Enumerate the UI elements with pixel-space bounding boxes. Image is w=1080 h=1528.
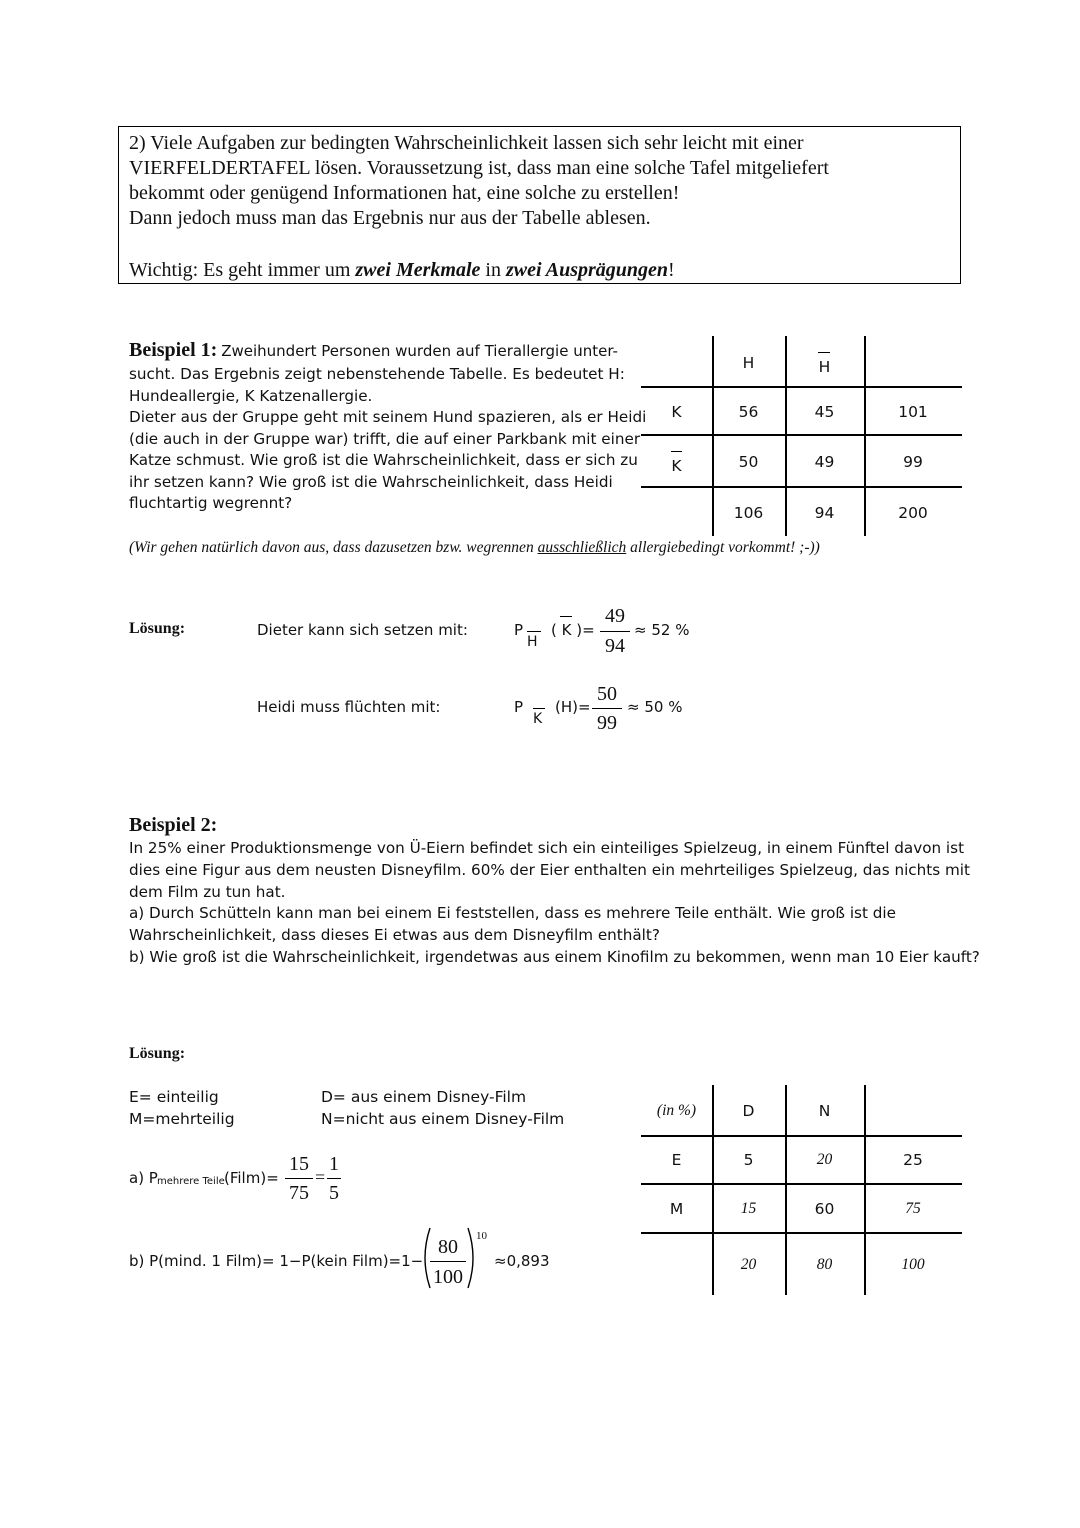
definitions-right bbox=[321, 1086, 564, 1130]
example1-line-7: ihr setzen kann? Wie groß ist die Wahrscheinlichkeit, dass Heidi bbox=[129, 472, 613, 491]
t1-row2-c3: 99 bbox=[903, 453, 923, 471]
t1-row2-label: K bbox=[671, 457, 682, 475]
t1-header-h: H bbox=[742, 354, 755, 372]
example1-line-5: (die auch in der Gruppe war) trifft, die auf einer Parkbank mit einer bbox=[129, 429, 641, 448]
t1-row2-c2: 49 bbox=[814, 453, 835, 471]
f2-num: 50 bbox=[597, 683, 617, 705]
def-d: D= aus einem Disney-Film bbox=[321, 1088, 527, 1106]
note-c: allergiebedingt vorkommt! ;-)) bbox=[626, 539, 820, 556]
t1-row1-c3: 101 bbox=[898, 403, 928, 421]
dieter-text: Dieter kann sich setzen mit: bbox=[257, 621, 468, 639]
fb-den: 100 bbox=[433, 1266, 463, 1288]
fb-minus2: − bbox=[410, 1252, 424, 1270]
t2-row2-c1: 15 bbox=[740, 1200, 757, 1217]
t2-row2-label: M bbox=[669, 1200, 684, 1218]
f2-approx: ≈ 50 % bbox=[627, 698, 683, 716]
example1-heading: Beispiel 1: bbox=[129, 339, 218, 361]
t2-row3-c2: 80 bbox=[816, 1256, 833, 1273]
t1-row1-label: K bbox=[671, 403, 682, 421]
fa-den1: 75 bbox=[289, 1182, 309, 1204]
example2-line-2: dies eine Figur aus dem neusten Disneyfilm. 60% der Eier enthalten ein mehrteiliges Spielzeug, das nichts mit bbox=[129, 860, 970, 879]
note-b: ausschließlich bbox=[537, 539, 627, 556]
fa-sub: mehrere Teile bbox=[157, 1176, 225, 1187]
fb-minus1: − bbox=[288, 1252, 302, 1270]
example2-line-4: a) Durch Schütteln kann man bei einem Ei feststellen, dass es mehrere Teile enthält. Wie groß ist die bbox=[129, 904, 896, 923]
fa-fracbar1 bbox=[285, 1178, 313, 1179]
definitions-left bbox=[129, 1086, 235, 1130]
example1-line-6: Katze schmust. Wie groß ist die Wahrscheinlichkeit, dass er sich zu bbox=[129, 451, 638, 469]
t2-header-n: N bbox=[818, 1102, 831, 1120]
t2-header-d: D bbox=[742, 1102, 755, 1120]
f1-den: 94 bbox=[605, 635, 625, 657]
fa-fracbar2 bbox=[327, 1178, 341, 1179]
def-m: M=mehrteilig bbox=[129, 1110, 235, 1128]
t2-corner: (in %) bbox=[656, 1102, 697, 1119]
example1-body bbox=[129, 364, 646, 515]
f1-approx: ≈ 52 % bbox=[634, 621, 690, 639]
example2-body bbox=[129, 838, 980, 969]
fa-den2: 5 bbox=[329, 1182, 339, 1204]
fb-result: ≈0,893 bbox=[494, 1252, 550, 1270]
intro-line-4: Dann jedoch muss man das Ergebnis nur aus der Tabelle ablesen. bbox=[129, 207, 651, 229]
t1-row3-c3: 200 bbox=[898, 504, 928, 522]
intro-line-3: bekommt oder genügend Informationen hat, eine solche zu erstellen! bbox=[129, 182, 680, 204]
intro-line-2: VIERFELDERTAFEL lösen. Voraussetzung ist, dass man eine solche Tafel mitgeliefert bbox=[129, 157, 829, 179]
note-a: (Wir gehen natürlich davon aus, dass dazusetzen bzw. wegrennen bbox=[129, 539, 538, 556]
t1-row2-c1: 50 bbox=[738, 453, 759, 471]
heidi-text: Heidi muss flüchten mit: bbox=[257, 698, 441, 716]
example1-note bbox=[129, 539, 820, 557]
f1-fracbar bbox=[600, 631, 630, 632]
t2-row1-c3: 25 bbox=[903, 1151, 923, 1169]
fa-eq: = bbox=[315, 1167, 326, 1187]
f1-arg: ( K )= bbox=[551, 621, 595, 639]
example2-line-3: dem Film zu tun hat. bbox=[129, 882, 286, 901]
fb-fracbar bbox=[430, 1261, 466, 1262]
def-n: N=nicht aus einem Disney-Film bbox=[321, 1110, 565, 1128]
f1-sub-overbar bbox=[527, 631, 541, 632]
f1-p: P bbox=[514, 621, 524, 639]
fb-num: 80 bbox=[438, 1236, 458, 1258]
example1-line-4: Dieter aus der Gruppe geht mit seinem Hund spazieren, als er Heidi bbox=[129, 408, 647, 426]
important-text-b: zwei Merkmale bbox=[355, 259, 481, 281]
t1-row1-c1: 56 bbox=[738, 403, 759, 421]
important-text-c: in bbox=[480, 259, 506, 281]
fa-num1: 15 bbox=[289, 1153, 309, 1175]
example1-line-1: Zweihundert Personen wurden auf Tierallergie unter- bbox=[221, 342, 618, 360]
example1-line-8: fluchtartig wegrennt? bbox=[129, 494, 293, 512]
f1-num: 49 bbox=[605, 605, 625, 627]
example2-heading: Beispiel 2: bbox=[129, 814, 218, 836]
example2-solution-label: Lösung: bbox=[129, 1045, 186, 1062]
f1-arg-overbar bbox=[560, 616, 572, 617]
t2-row2-c3: 75 bbox=[905, 1200, 921, 1217]
t1-header-h-overbar bbox=[818, 352, 830, 353]
t2-row3-c1: 20 bbox=[740, 1256, 757, 1273]
f2-den: 99 bbox=[597, 712, 617, 734]
f2-sub: K bbox=[533, 711, 543, 727]
fa-mid: (Film)= bbox=[224, 1169, 279, 1187]
f2-arg: (H)= bbox=[555, 698, 591, 716]
t1-row3-c2: 94 bbox=[814, 504, 835, 522]
t1-row2-label-overbar bbox=[671, 451, 682, 452]
intro-important-line bbox=[129, 258, 675, 284]
fb-mid: P(kein Film)=1 bbox=[301, 1252, 411, 1270]
important-text-d: zwei Ausprägungen bbox=[505, 259, 669, 281]
t2-row2-c2: 60 bbox=[814, 1200, 835, 1218]
intro-line-1: 2) Viele Aufgaben zur bedingten Wahrscheinlichkeit lassen sich sehr leicht mit einer bbox=[129, 132, 804, 154]
fb-exp: 10 bbox=[476, 1230, 487, 1242]
example2-line-6: b) Wie groß ist die Wahrscheinlichkeit, irgendetwas aus einem Kinofilm zu bekommen, wenn man 10 Eier kauft? bbox=[129, 947, 980, 966]
t2-row3-c3: 100 bbox=[901, 1256, 925, 1273]
important-text-a: Wichtig: Es geht immer um bbox=[129, 259, 356, 281]
f2-fracbar bbox=[592, 708, 622, 709]
fb-prefix: b) P(mind. 1 Film)= 1 bbox=[129, 1252, 289, 1270]
fa-prefix: a) P bbox=[129, 1169, 158, 1187]
t1-header-h-bar: H bbox=[818, 358, 831, 376]
t1-row3-c1: 106 bbox=[733, 504, 764, 522]
example1-paragraph bbox=[129, 340, 618, 363]
f1-sub: H bbox=[527, 634, 538, 650]
f2-sub-overbar bbox=[533, 708, 545, 709]
def-e: E= einteilig bbox=[129, 1088, 219, 1106]
t2-row1-label: E bbox=[671, 1151, 682, 1169]
example1-line-2: sucht. Das Ergebnis zeigt nebenstehende Tabelle. Es bedeutet H: bbox=[129, 365, 625, 383]
fa-num2: 1 bbox=[329, 1153, 339, 1175]
fb-text bbox=[129, 1252, 423, 1270]
example1-solution-label: Lösung: bbox=[129, 620, 186, 637]
example2-line-5: Wahrscheinlichkeit, dass dieses Ei etwas aus dem Disneyfilm enthält? bbox=[129, 926, 660, 945]
t1-row1-c2: 45 bbox=[814, 403, 835, 421]
example1-line-3: Hundeallergie, K Katzenallergie. bbox=[129, 386, 373, 405]
important-text-e: ! bbox=[668, 259, 675, 281]
t2-row1-c1: 5 bbox=[743, 1151, 754, 1169]
t2-row1-c2: 20 bbox=[816, 1151, 833, 1168]
example2-line-1: In 25% einer Produktionsmenge von Ü-Eiern befindet sich ein einteiliges Spielzeug, in einem Fünftel davon ist bbox=[129, 839, 965, 857]
f2-p: P bbox=[514, 698, 524, 716]
